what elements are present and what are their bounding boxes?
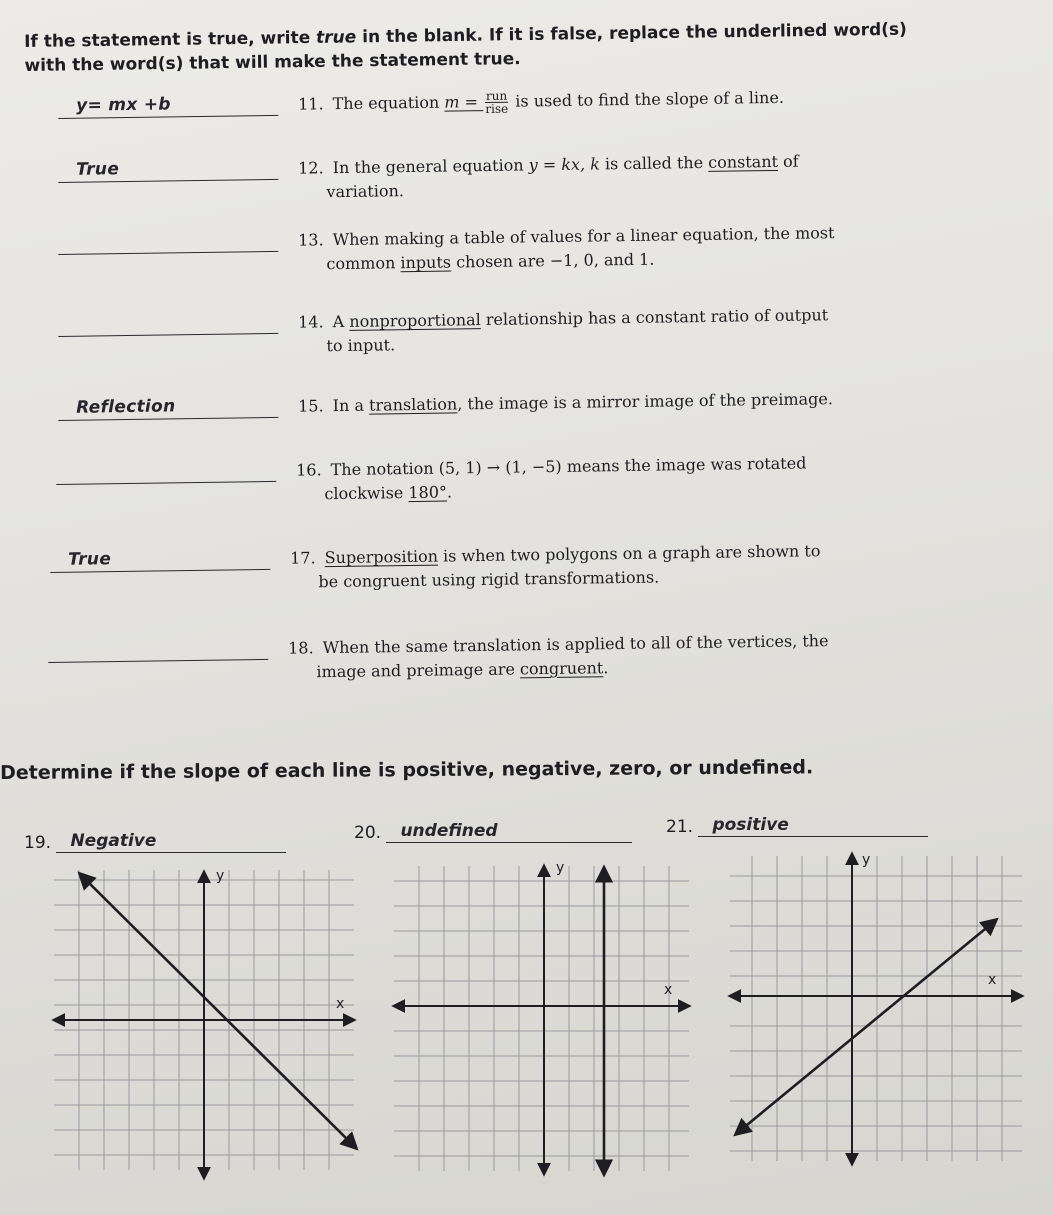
plotted-line-positive [736, 920, 996, 1134]
x-axis-label: x [336, 996, 345, 1012]
underlined-word-16: 180° [408, 482, 448, 503]
x-axis-label: x [664, 982, 673, 998]
answer-blank-11[interactable] [58, 94, 278, 119]
answer-blank-15[interactable] [58, 396, 278, 421]
graph-19 [44, 860, 364, 1190]
graph-20-label: 20. undefined [354, 822, 632, 843]
graph-19-label: 19. Negative [24, 832, 286, 853]
answer-blank-18[interactable] [48, 659, 268, 663]
answer-19: Negative [70, 831, 157, 851]
question-text-18: 18. When the same translation is applied to all of the vertices, the image and preimage are congruent. [288, 631, 829, 682]
question-text-12: 12. In the general equation y = kx, k is called the constant of variation. [298, 151, 799, 202]
plotted-line-negative [80, 874, 356, 1148]
answer-blank-21[interactable] [698, 816, 928, 837]
answer-21: positive [712, 815, 789, 835]
question-14 [58, 299, 1053, 374]
answer-blank-20[interactable] [386, 822, 632, 843]
answer-blank-12[interactable] [58, 159, 278, 183]
graph-21-label: 21. positive [666, 816, 928, 837]
question-text-11: 11. The equation m = $\frac{\text{run}}{\text{rise}}$ is used to find the slope of a line. [298, 87, 785, 117]
underlined-word-13: inputs [400, 252, 452, 273]
x-axis-label: x [988, 972, 997, 988]
underlined-word-14: nonproportional [349, 310, 481, 331]
answer-20: undefined [400, 821, 498, 841]
question-text-14: 14. A nonproportional relationship has a constant ratio of output to input. [298, 305, 829, 356]
answer-blank-13[interactable] [58, 251, 278, 255]
question-text-13: 13. When making a table of values for a linear equation, the most common inputs chosen are −1, 0, and 1. [298, 223, 835, 274]
underlined-word-17: Superposition [324, 546, 439, 568]
instructions: If the statement is true, write true in the blank. If it is false, replace the underlined word(s) with the word(s) that will make the statement true. [24, 19, 907, 76]
answer-15: Reflection [75, 396, 176, 418]
question-text-16: 16. The notation (5, 1) → (1, −5) means the image was rotated clockwise 180°. [296, 453, 807, 504]
grid [394, 866, 689, 1171]
underlined-word-12: constant [708, 151, 779, 172]
instructions-true-word: true [315, 27, 357, 48]
answer-blank-17[interactable] [50, 549, 270, 573]
graph-21 [722, 846, 1032, 1176]
question-text-15: 15. In a translation, the image is a mirror image of the preimage. [298, 389, 834, 416]
question-13 [58, 217, 1053, 292]
answer-17: True [67, 549, 112, 570]
answer-blank-16[interactable] [56, 481, 276, 485]
underlined-word-18: congruent [519, 658, 604, 679]
answer-12: True [75, 159, 120, 180]
fraction: $\frac{\text{run}}{\text{rise}}$ [485, 88, 509, 117]
question-15 [58, 383, 1053, 458]
question-16 [56, 447, 1053, 522]
question-12 [58, 145, 1053, 220]
answer-11: y= mx +b [75, 94, 171, 116]
question-17 [50, 535, 1053, 610]
section-heading: Determine if the slope of each line is positive, negative, zero, or undefined. [0, 756, 814, 784]
underlined-word-15: translation [368, 394, 458, 415]
grid [730, 856, 1022, 1161]
answer-blank-14[interactable] [58, 333, 278, 337]
y-axis-label: y [862, 852, 871, 868]
question-text-17: 17. Superposition is when two polygons on a graph are shown to be congruent using rigid transformations. [290, 541, 821, 592]
answer-blank-19[interactable] [56, 832, 286, 853]
y-axis-label: y [556, 860, 565, 876]
question-18 [48, 625, 1053, 700]
question-11 [58, 81, 1053, 156]
y-axis-label: y [216, 868, 225, 884]
graph-20 [384, 856, 704, 1186]
